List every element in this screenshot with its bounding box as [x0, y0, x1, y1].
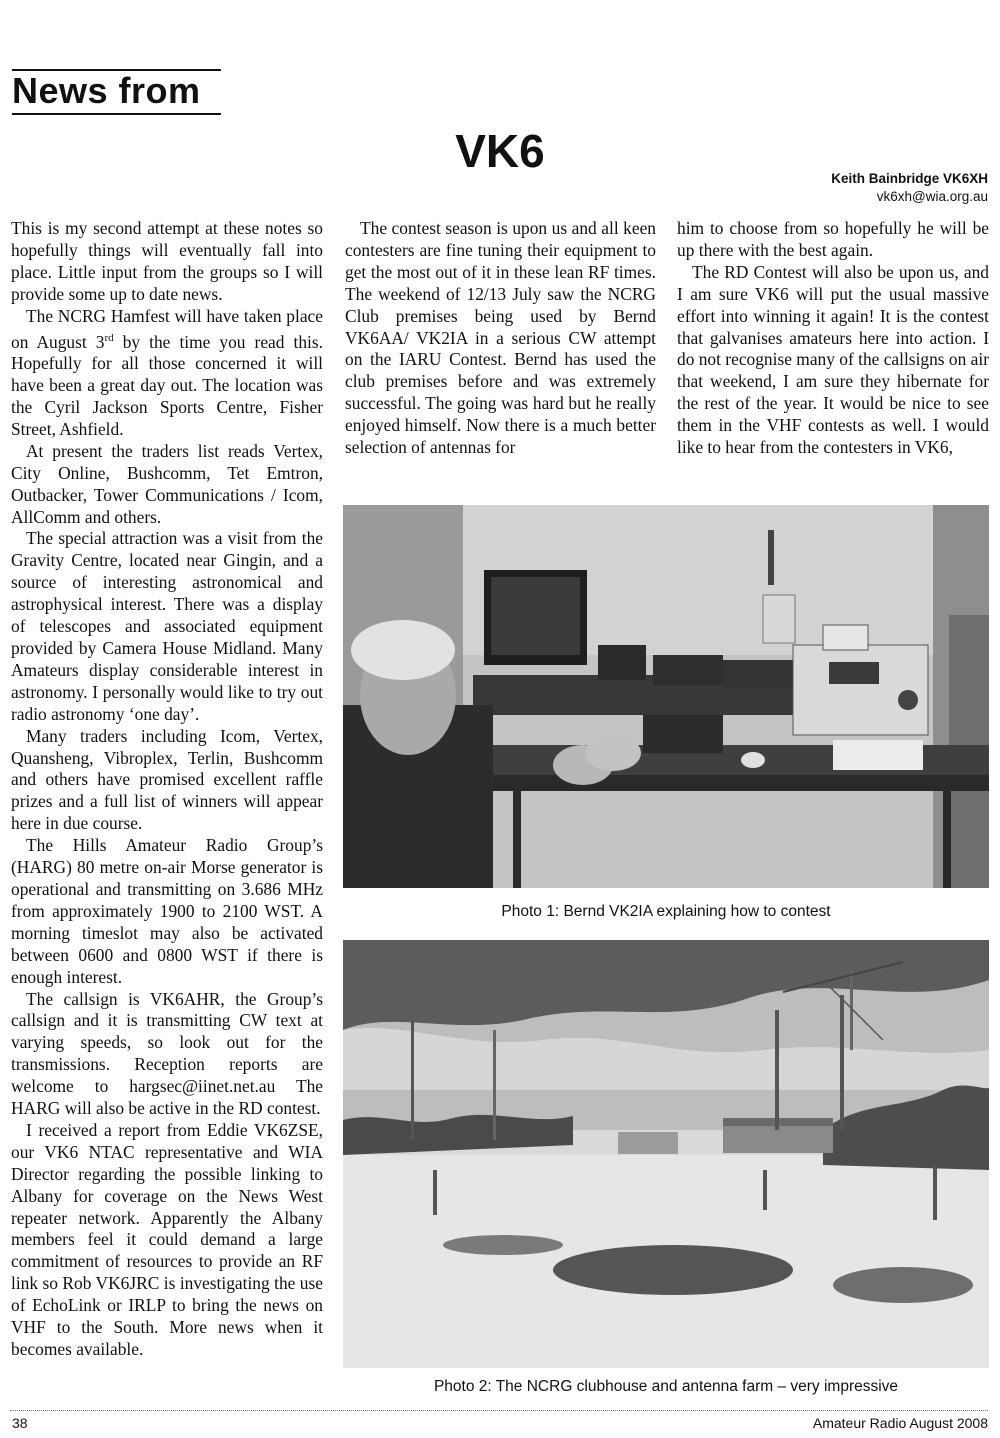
article-paragraph: I received a report from Eddie VK6ZSE, our VK6 NTAC representative and WIA Director regarding the possible linking to Albany for coverage on the News West repeater network. Apparently the Albany members feel it could demand a large commitment of resources to provide an RF link so Rob VK6JRC is investigating the use of EchoLink or IRLP to bring the news on VHF to the South. More news when it becomes available.	[11, 1119, 323, 1360]
article-paragraph: The special attraction was a visit from the Gravity Centre, located near Gingin, and a source of interesting astronomical and astrophysical interest. There was a display of telescopes and associated equipment provided by Camera House Midland. Many Amateurs display considerable interest in astronomy. I personally would like to try out radio astronomy ‘one day’.	[11, 528, 323, 724]
photo-caption: Photo 1: Bernd VK2IA explaining how to contest	[501, 903, 831, 920]
region-title: VK6	[455, 125, 545, 177]
photo-radio-shack-image	[343, 505, 989, 888]
article-paragraph: Many traders including Icom, Vertex, Quansheng, Vibroplex, Terlin, Bushcomm and others have promised excellent raffle prizes and a full list of winners will appear here in due course.	[11, 725, 323, 834]
author-name: Keith Bainbridge VK6XH	[831, 171, 988, 186]
article-paragraph: The RD Contest will also be upon us, and I am sure VK6 will put the usual massive effort into winning it again! It is the contest that galvanises amateurs here into action. I do not recognise many of the callsigns on air that weekend, I am sure they hibernate for the rest of the year. It would be nice to see them in the VHF contests as well. I would like to hear from the contesters in VK6,	[677, 261, 989, 458]
page-number: 38	[12, 1415, 28, 1431]
byline	[831, 170, 988, 206]
author-email: vk6xh@wia.org.au	[876, 189, 988, 204]
article-paragraph: At present the traders list reads Vertex, City Online, Bushcomm, Tet Emtron, Outbacker, Tower Communications / Icom, AllComm and others.	[11, 440, 323, 527]
article-column-2	[345, 218, 656, 459]
article-paragraph: The callsign is VK6AHR, the Group’s callsign and it is transmitting CW text at varying speeds, so look out for the transmissions. Reception reports are welcome to hargsec@iinet.net.au The HARG will also be active in the RD contest.	[11, 988, 323, 1119]
section-label: News from	[12, 70, 201, 111]
article-paragraph: The Hills Amateur Radio Group’s (HARG) 80 metre on-air Morse generator is operational and transmitting on 3.686 MHz from approximately 1900 to 2100 WST. A morning timeslot may also be activated between 0600 and 0800 WST if there is enough interest.	[11, 835, 323, 987]
article-paragraph: The contest season is upon us and all keen contesters are fine tuning their equipment to get the most out of it in these lean RF times. The weekend of 12/13 July saw the NCRG Club premises being used by Bernd VK6AA/ VK2IA in a serious CW attempt on the IARU Contest. Bernd has used the club premises before and was extremely successful. The going was hard but he really enjoyed himself. Now there is a much better selection of antennas for	[345, 218, 656, 458]
article-paragraph: him to choose from so hopefully he will be up there with the best again.	[677, 218, 989, 260]
photo-radio-shack	[343, 505, 989, 888]
photo-clubhouse-antennas	[343, 940, 989, 1368]
article-column-3	[677, 218, 989, 459]
footer-rule	[10, 1410, 988, 1411]
photo-caption: Photo 2: The NCRG clubhouse and antenna farm – very impressive	[433, 1378, 899, 1395]
article-paragraph: The NCRG Hamfest will have taken place on August 3rd by the time you read this. Hopefully for all those concerned it will have been a great day out. The location was the Cyril Jackson Sports Centre, Fisher Street, Ashfield.	[11, 305, 323, 439]
header-rule-bottom	[12, 113, 221, 115]
article-paragraph: This is my second attempt at these notes so hopefully things will eventually fall into place. Little input from the groups so I will provide some up to date news.	[11, 218, 323, 304]
article-column-1	[11, 218, 323, 1361]
magazine-title: Amateur Radio August 2008	[812, 1415, 988, 1431]
photo-clubhouse-antennas-image	[343, 940, 989, 1368]
